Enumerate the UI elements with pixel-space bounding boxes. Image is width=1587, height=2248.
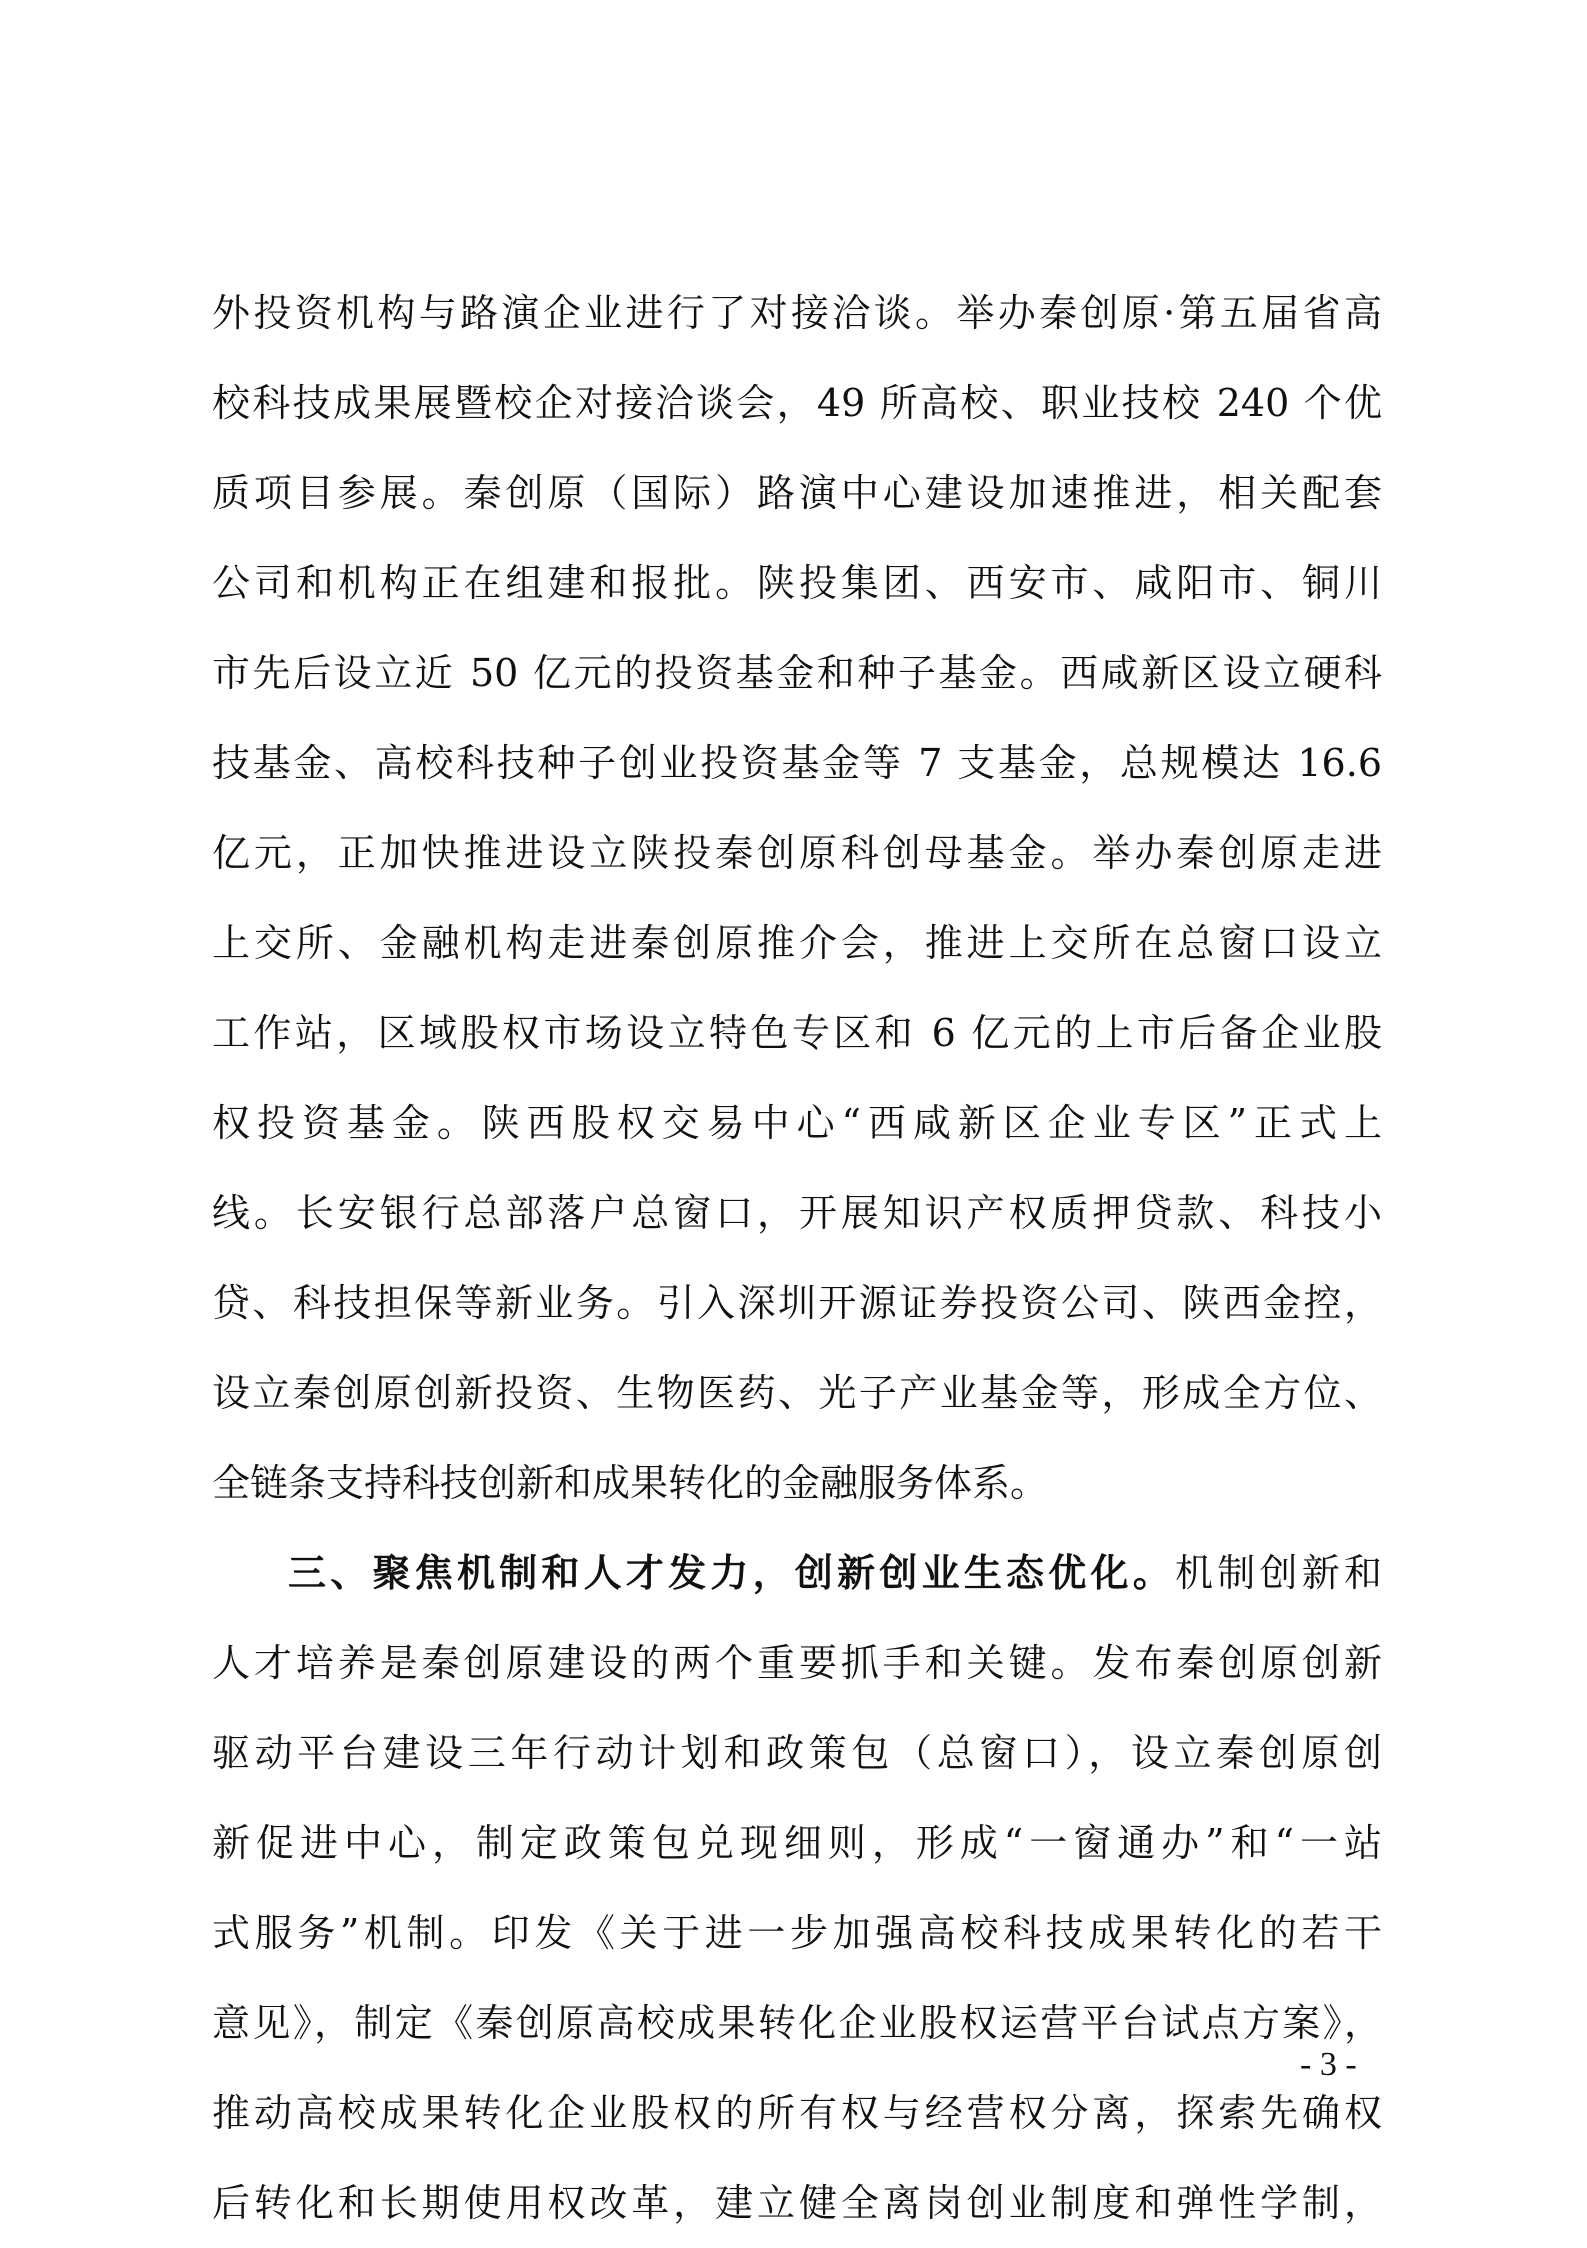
text-line: 驱动平台建设三年行动计划和政策包（总窗口），设立秦创原创 <box>212 1731 1382 1775</box>
text-line: 新促进中心，制定政策包兑现细则，形成“一窗通办”和“一站 <box>212 1821 1382 1865</box>
text-line: 上交所、金融机构走进秦创原推介会，推进上交所在总窗口设立 <box>212 921 1382 965</box>
text-line: 校科技成果展暨校企对接洽谈会，49 所高校、职业技校 240 个优 <box>212 381 1382 425</box>
body-text <box>212 268 1382 2248</box>
section-heading: 三、聚焦机制和人才发力，创新创业生态优化。 <box>288 1551 1176 1595</box>
text-line: 工作站，区域股权市场设立特色专区和 6 亿元的上市后备企业股 <box>212 1011 1382 1055</box>
text-line: 技基金、高校科技种子创业投资基金等 7 支基金，总规模达 16.6 <box>212 741 1382 785</box>
text-line: 设立秦创原创新投资、生物医药、光子产业基金等，形成全方位、 <box>212 1371 1382 1415</box>
text-line: 人才培养是秦创原建设的两个重要抓手和关键。发布秦创原创新 <box>212 1641 1382 1685</box>
text-line: 市先后设立近 50 亿元的投资基金和种子基金。西咸新区设立硬科 <box>212 651 1382 695</box>
section-heading-continuation: 机制创新和 <box>1175 1551 1382 1595</box>
text-line: 式服务”机制。印发《关于进一步加强高校科技成果转化的若干 <box>212 1911 1382 1955</box>
text-line: 亿元，正加快推进设立陕投秦创原科创母基金。举办秦创原走进 <box>212 831 1382 875</box>
section-heading-line <box>212 1528 1382 1618</box>
text-line: 后转化和长期使用权改革，建立健全离岗创业制度和弹性学制， <box>212 2181 1382 2225</box>
text-line: 全链条支持科技创新和成果转化的金融服务体系。 <box>212 1461 1049 1505</box>
text-line: 推动高校成果转化企业股权的所有权与经营权分离，探索先确权 <box>212 2091 1382 2135</box>
text-line: 权投资基金。陕西股权交易中心“西咸新区企业专区”正式上 <box>212 1101 1382 1145</box>
text-line: 贷、科技担保等新业务。引入深圳开源证券投资公司、陕西金控， <box>212 1281 1382 1325</box>
page-number: - 3 - <box>1300 2046 1357 2083</box>
text-line: 质项目参展。秦创原（国际）路演中心建设加速推进，相关配套 <box>212 471 1382 515</box>
text-line: 公司和机构正在组建和报批。陕投集团、西安市、咸阳市、铜川 <box>212 561 1382 605</box>
text-line: 线。长安银行总部落户总窗口，开展知识产权质押贷款、科技小 <box>212 1191 1382 1235</box>
text-line: 意见》，制定《秦创原高校成果转化企业股权运营平台试点方案》， <box>212 2001 1382 2045</box>
text-line: 外投资机构与路演企业进行了对接洽谈。举办秦创原·第五届省高 <box>212 291 1382 335</box>
